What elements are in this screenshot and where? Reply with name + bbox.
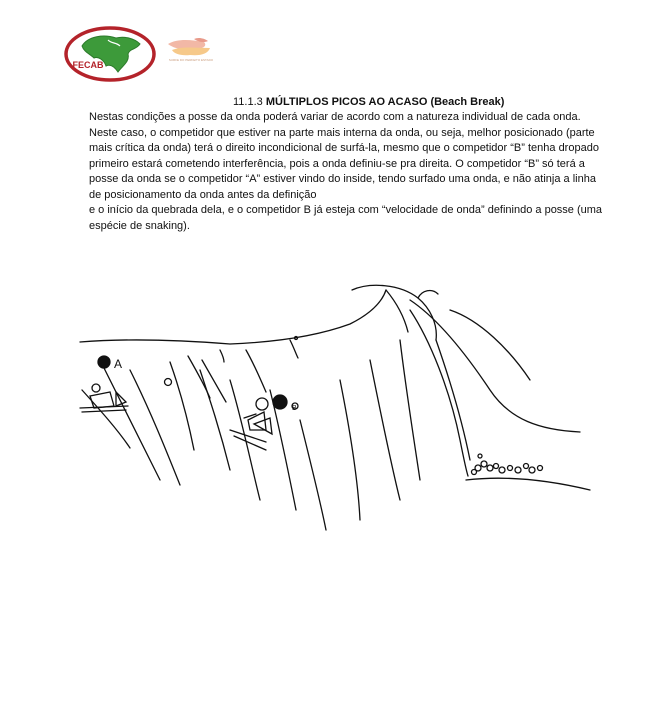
paragraph-2: e o início da quebrada dela, e o competidor B já esteja com “velocidade de onda” definindo a posse (uma espécie de snaking). bbox=[89, 204, 603, 232]
section-number: 11.1.3 bbox=[233, 96, 263, 108]
surfer-b bbox=[230, 395, 298, 450]
surfer-a-label: A bbox=[114, 357, 123, 371]
surfer-a bbox=[80, 356, 128, 412]
section-heading bbox=[233, 96, 504, 108]
secondary-logo bbox=[164, 36, 216, 66]
paragraph-1: Nestas condições a posse da onda poderá variar de acordo com a natureza individual de cada onda. Neste caso, o competidor que estiver na parte mais interna da onda, ou seja, melhor posicionado (parte mais crítica da onda) terá o direito incondicional de surfá-la, mesmo que o competidor “B” tenha dropado primeiro estará cometendo interferência, pois a onda definiu-se pra direita. O competidor “B” só terá a posse da onda se o competidor “A” estiver vindo do inside, tendo surfado uma onda, e não atinja a linha de posicionamento da onda antes da definição bbox=[89, 111, 599, 201]
section-title: MÚLTIPLOS PICOS AO ACASO (Beach Break) bbox=[265, 96, 505, 108]
section-body bbox=[89, 110, 609, 234]
foam-marks bbox=[472, 454, 543, 475]
secondary-logo-text: SURFE DO PERFEITO ESTADO bbox=[168, 58, 214, 62]
wave-illustration bbox=[70, 280, 600, 542]
fecab-logo-text: FECAB bbox=[72, 60, 104, 70]
surfer-b-label: B bbox=[292, 405, 297, 412]
fecab-logo bbox=[64, 26, 156, 82]
